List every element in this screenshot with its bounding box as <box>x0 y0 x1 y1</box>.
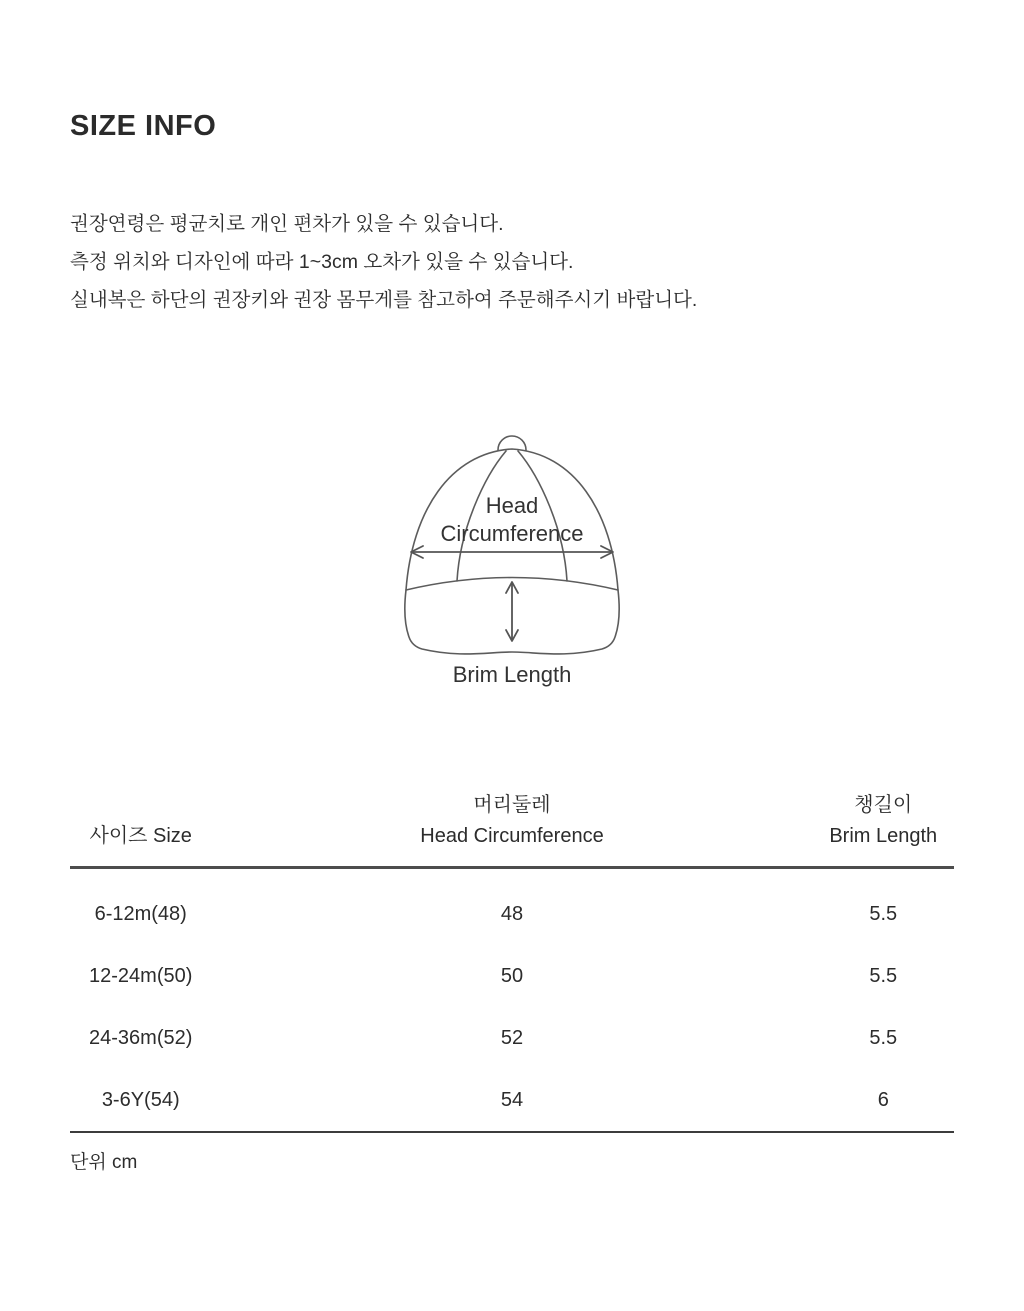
cell-head-circumference: 48 <box>500 903 524 925</box>
column-header-size <box>70 790 211 868</box>
size-table-header-row <box>70 790 954 868</box>
size-note-line: 실내복은 하단의 권장키와 권장 몸무게를 참고하여 주문해주시기 바랍니다. <box>70 289 698 311</box>
cell-brim-length: 5.5 <box>869 1027 898 1049</box>
column-header-head-circumference <box>211 790 812 868</box>
cap-diagram-svg <box>372 417 652 697</box>
column-header-brim-en: Brim Length <box>829 825 938 847</box>
cell-brim-length: 5.5 <box>869 903 898 925</box>
table-row <box>70 868 954 946</box>
cap-button <box>498 436 526 450</box>
cell-brim-length: 6 <box>813 1069 954 1132</box>
table-row <box>70 1007 954 1069</box>
table-row <box>70 1069 954 1132</box>
size-note-line: 권장연령은 평균치로 개인 편차가 있을 수 있습니다. <box>70 213 504 235</box>
table-row <box>70 945 954 1007</box>
head-circumference-label-line1: Head <box>485 493 539 518</box>
cell-head-circumference: 50 <box>500 965 524 987</box>
column-header-brim-ko: 챙길이 <box>854 794 913 816</box>
cell-size: 6-12m(48) <box>94 903 187 925</box>
column-header-head-en: Head Circumference <box>420 825 604 847</box>
size-table <box>70 790 954 1133</box>
column-header-brim-length <box>813 790 954 868</box>
column-header-size-label: 사이즈 Size <box>89 825 192 847</box>
cell-head-circumference: 52 <box>500 1027 524 1049</box>
cell-size: 3-6Y(54) <box>70 1069 211 1132</box>
cap-measurement-diagram <box>70 417 954 702</box>
head-circumference-label-line2: Circumference <box>440 521 584 546</box>
brim-length-label: Brim Length <box>452 662 572 687</box>
unit-note: 단위 cm <box>70 1152 138 1173</box>
size-note-line: 측정 위치와 디자인에 따라 1~3cm 오차가 있을 수 있습니다. <box>70 251 574 273</box>
column-header-head-ko: 머리둘레 <box>473 794 551 816</box>
cell-brim-length: 5.5 <box>869 965 898 987</box>
brim-length-arrow <box>506 582 518 641</box>
cell-head-circumference: 54 <box>211 1069 812 1132</box>
page-title: SIZE INFO <box>70 110 217 142</box>
cell-size: 12-24m(50) <box>89 965 193 987</box>
cell-size: 24-36m(52) <box>89 1027 193 1049</box>
size-notes <box>70 205 954 319</box>
head-circumference-arrow <box>411 546 613 558</box>
